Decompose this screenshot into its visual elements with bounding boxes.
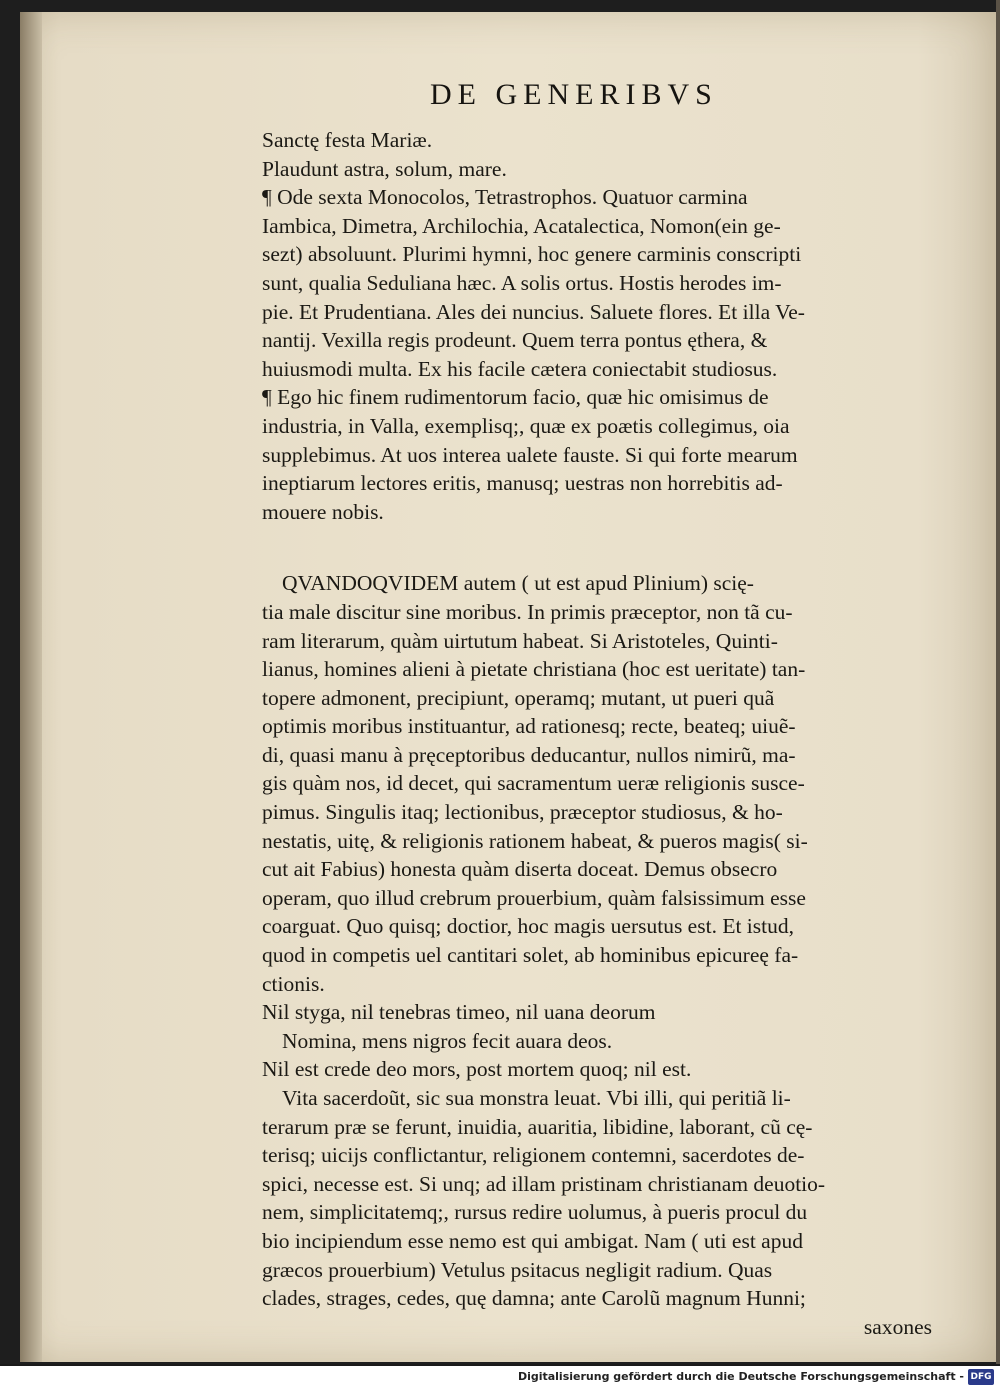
text-block-end [262, 1084, 952, 1341]
text-line: ¶ Ode sexta Monocolos, Tetrastrophos. Quatuor carmina [262, 185, 748, 210]
text-line: ctionis. [262, 971, 325, 996]
digitization-footer [0, 1366, 1000, 1389]
text-line: sunt, qualia Seduliana hæc. A solis ortus. Hostis herodes im- [262, 270, 782, 295]
text-block-top [262, 126, 952, 526]
text-line: saxones [863, 1314, 932, 1339]
text-line: QVANDOQVIDEM autem ( ut est apud Plinium) scię- [282, 571, 754, 596]
page-right-edge [996, 0, 1000, 1364]
text-line: pimus. Singulis itaq; lectionibus, præceptor studiosus, & ho- [262, 800, 783, 825]
text-line: huiusmodi multa. Ex his facile cætera coniectabit studiosus. [262, 356, 778, 381]
text-line: bio incipiendum esse nemo est qui ambigat. Nam ( uti est apud [262, 1228, 803, 1253]
text-line: lianus, homines alieni à pietate christiana (hoc est ueritate) tan- [262, 657, 806, 682]
text-line: Nil est crede deo mors, post mortem quoq; nil est. [262, 1057, 692, 1082]
text-line: pie. Et Prudentiana. Ales dei nuncius. Saluete flores. Et illa Ve- [262, 299, 805, 324]
text-line: topere admonent, precipiunt, operamq; mutant, ut pueri quã [262, 685, 775, 710]
text-line: operam, quo illud crebrum prouerbium, quàm falsissimum esse [262, 885, 806, 910]
text-line: spici, necesse est. Si unq; ad illam pristinam christianam deuotio- [262, 1171, 826, 1196]
text-line: Vita sacerdoũt, sic sua monstra leuat. Vbi illi, qui peritiã li- [282, 1086, 791, 1110]
text-line: nestatis, uitę, & religionis rationem habeat, & pueros magis( si- [262, 828, 808, 853]
running-head: DE GENERIBVS [430, 78, 718, 111]
text-line: nem, simplicitatemq;, rursus redire uolumus, à pueris procul du [262, 1200, 808, 1225]
text-line: Sanctę festa Mariæ. [262, 128, 433, 152]
text-line: Nomina, mens nigros fecit auara deos. [282, 1028, 613, 1053]
text-line: tia male discitur sine moribus. In primis præceptor, non tã cu- [262, 599, 793, 624]
text-line: clades, strages, cedes, quę damna; ante Carolũ magnum Hunni; [262, 1286, 806, 1311]
dfg-logo-icon: DFG [968, 1369, 994, 1385]
text-line: mouere nobis. [262, 499, 384, 524]
verse-block [262, 998, 952, 1084]
page-gutter [20, 12, 42, 1362]
text-line: terarum præ se ferunt, inuidia, auaritia, libidine, laborant, cũ cę- [262, 1114, 813, 1139]
text-block-bottom [262, 569, 952, 998]
text-line: supplebimus. At uos interea ualete fauste. Si qui forte mearum [262, 442, 798, 467]
text-line: græcos prouerbium) Vetulus psitacus negligit radium. Quas [262, 1257, 773, 1282]
text-line: Plaudunt astra, solum, mare. [262, 156, 507, 181]
text-line: di, quasi manu à pręceptoribus deducantur, nullos nimirũ, ma- [262, 742, 796, 767]
text-line: industria, in Valla, exemplisq;, quæ ex poætis collegimus, oia [262, 413, 790, 438]
text-line: ineptiarum lectores eritis, manusq; uestras non horrebitis ad- [262, 471, 783, 496]
text-line: quod in competis uel cantitari solet, ab hominibus epicureę fa- [262, 943, 799, 968]
text-line: Nil styga, nil tenebras timeo, nil uana deorum [262, 1000, 656, 1025]
text-line: cut ait Fabius) honesta quàm diserta doceat. Demus obsecro [262, 857, 778, 882]
text-line: coarguat. Quo quisq; doctior, hoc magis uersutus est. Et istud, [262, 914, 794, 939]
text-line: terisq; uicijs conflictantur, religionem contemni, sacerdotes de- [262, 1143, 805, 1168]
footer-credit: Digitalisierung gefördert durch die Deutsche Forschungsgemeinschaft - [517, 1370, 964, 1383]
text-line: Iambica, Dimetra, Archilochia, Acatalectica, Nomon(ein ge- [262, 213, 781, 238]
text-line: sezt) absoluunt. Plurimi hymni, hoc genere carminis conscripti [262, 242, 802, 267]
section-gap [262, 526, 952, 569]
text-line: gis quàm nos, id decet, qui sacramentum ueræ religionis susce- [262, 771, 805, 796]
text-line: ¶ Ego hic finem rudimentorum facio, quæ hic omisimus de [262, 385, 769, 410]
text-line: ram literarum, quàm uirtutum habeat. Si Aristoteles, Quinti- [262, 628, 778, 653]
text-line: nantij. Vexilla regis prodeunt. Quem terra pontus ęthera, & [262, 328, 768, 353]
text-line: optimis moribus instituantur, ad rationesq; recte, beateq; uiuẽ- [262, 714, 796, 739]
page-text [262, 126, 952, 1341]
